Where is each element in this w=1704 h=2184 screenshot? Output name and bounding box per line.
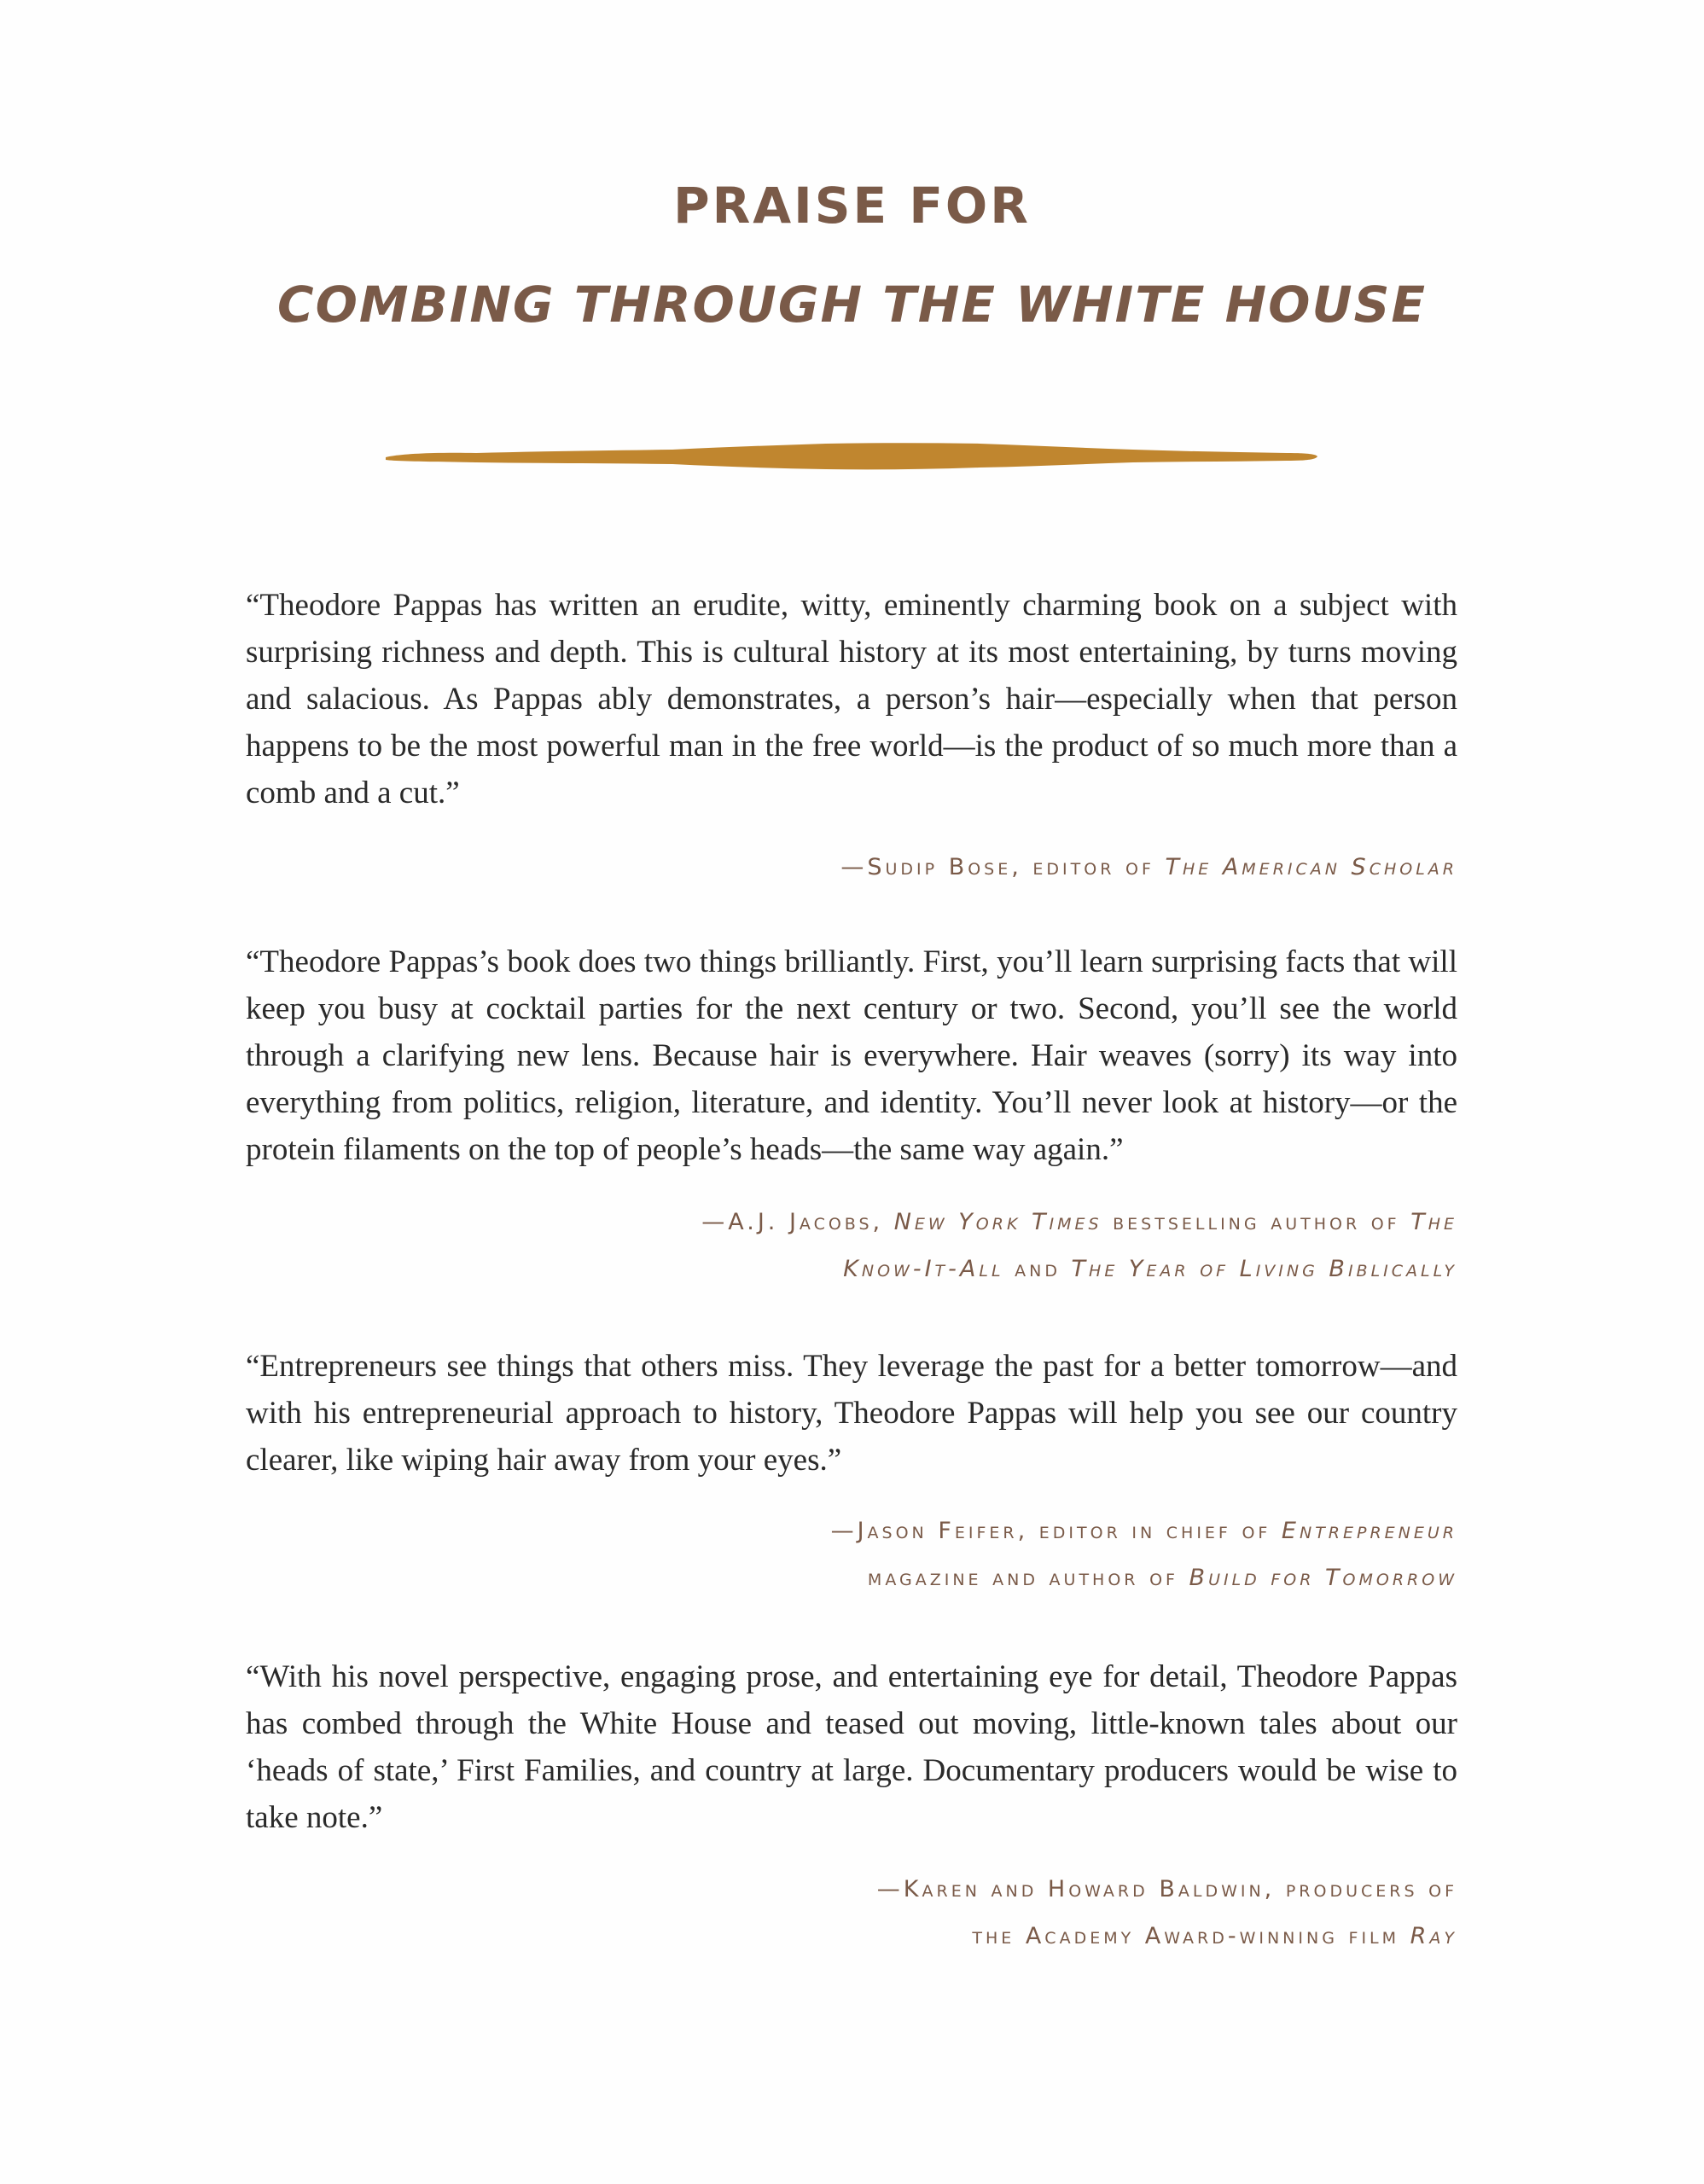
attribution-name: —Jason Feifer, editor in chief of bbox=[830, 1518, 1282, 1544]
quote-2-text: “Theodore Pappas’s book does two things brilliantly. First, you’ll learn surprising facts that will keep you busy at cocktail parties for the next century or two. Second, you’ll see the world through a clarifying new lens. Because hair is everywhere. Hair weaves (sorry) its way into everything from politics, religion, literature, and identity. You’ll never look at history—or the protein filaments on the top of people’s heads—the same way again.” bbox=[246, 944, 1457, 1167]
brush-stroke-divider bbox=[382, 439, 1321, 476]
attribution-line bbox=[263, 1866, 1457, 1913]
book-title: COMBING THROUGH THE WHITE HOUSE bbox=[277, 276, 1427, 334]
page-title-praise-for: PRAISE FOR bbox=[673, 177, 1031, 235]
attribution-line bbox=[263, 844, 1457, 891]
attribution-line bbox=[263, 1507, 1457, 1554]
book-title-fragment: Know-It-All bbox=[843, 1256, 1004, 1282]
publication-title: Entrepreneur bbox=[1281, 1518, 1457, 1544]
attribution-role: the Academy Award-winning film bbox=[972, 1923, 1410, 1949]
publication-title: The American Scholar bbox=[1165, 854, 1457, 880]
attribution-line bbox=[263, 1913, 1457, 1960]
attribution-role: magazine and author of bbox=[867, 1565, 1189, 1591]
quote-2-attribution bbox=[263, 1199, 1457, 1292]
book-title: Build for Tomorrow bbox=[1189, 1565, 1457, 1591]
publication-title: New York Times bbox=[893, 1209, 1102, 1235]
quote-4-attribution bbox=[263, 1866, 1457, 1960]
film-title: Ray bbox=[1410, 1923, 1457, 1949]
attribution-name: —Karen and Howard Baldwin, producers of bbox=[876, 1876, 1457, 1902]
quote-3-attribution bbox=[263, 1507, 1457, 1601]
attribution-line bbox=[263, 1246, 1457, 1292]
book-title-fragment: The bbox=[1410, 1209, 1457, 1235]
attribution-line bbox=[263, 1554, 1457, 1601]
attribution-name: —A.J. Jacobs, bbox=[701, 1209, 894, 1235]
attribution-name: —Sudip Bose, editor of bbox=[840, 854, 1166, 880]
attribution-conjunction: and bbox=[1003, 1256, 1072, 1282]
quote-3-text: “Entrepreneurs see things that others miss. They leverage the past for a better tomorrow—and with his entrepreneurial approach to history, Theodore Pappas will help you see our country clearer, like wiping hair away from your eyes.” bbox=[246, 1349, 1457, 1478]
attribution-role: bestselling author of bbox=[1102, 1209, 1411, 1235]
attribution-line bbox=[263, 1199, 1457, 1246]
quote-1-text: “Theodore Pappas has written an erudite, witty, eminently charming book on a subject with surprising richness and depth. This is cultural history at its most entertaining, by turns moving and salacious. As Pappas ably demonstrates, a person’s hair—especially when that person happens to be the most powerful man in the free world—is the product of so much more than a comb and a cut.” bbox=[246, 588, 1457, 810]
quote-1-attribution bbox=[263, 844, 1457, 891]
brush-stroke-shape bbox=[386, 443, 1317, 469]
quote-4-text: “With his novel perspective, engaging prose, and entertaining eye for detail, Theodore Pappas has combed through the White House and teased out moving, little-known tales about our ‘heads of state,’ First Families, and country at large. Documentary producers would be wise to take note.” bbox=[246, 1659, 1457, 1835]
book-title: The Year of Living Biblically bbox=[1071, 1256, 1457, 1282]
